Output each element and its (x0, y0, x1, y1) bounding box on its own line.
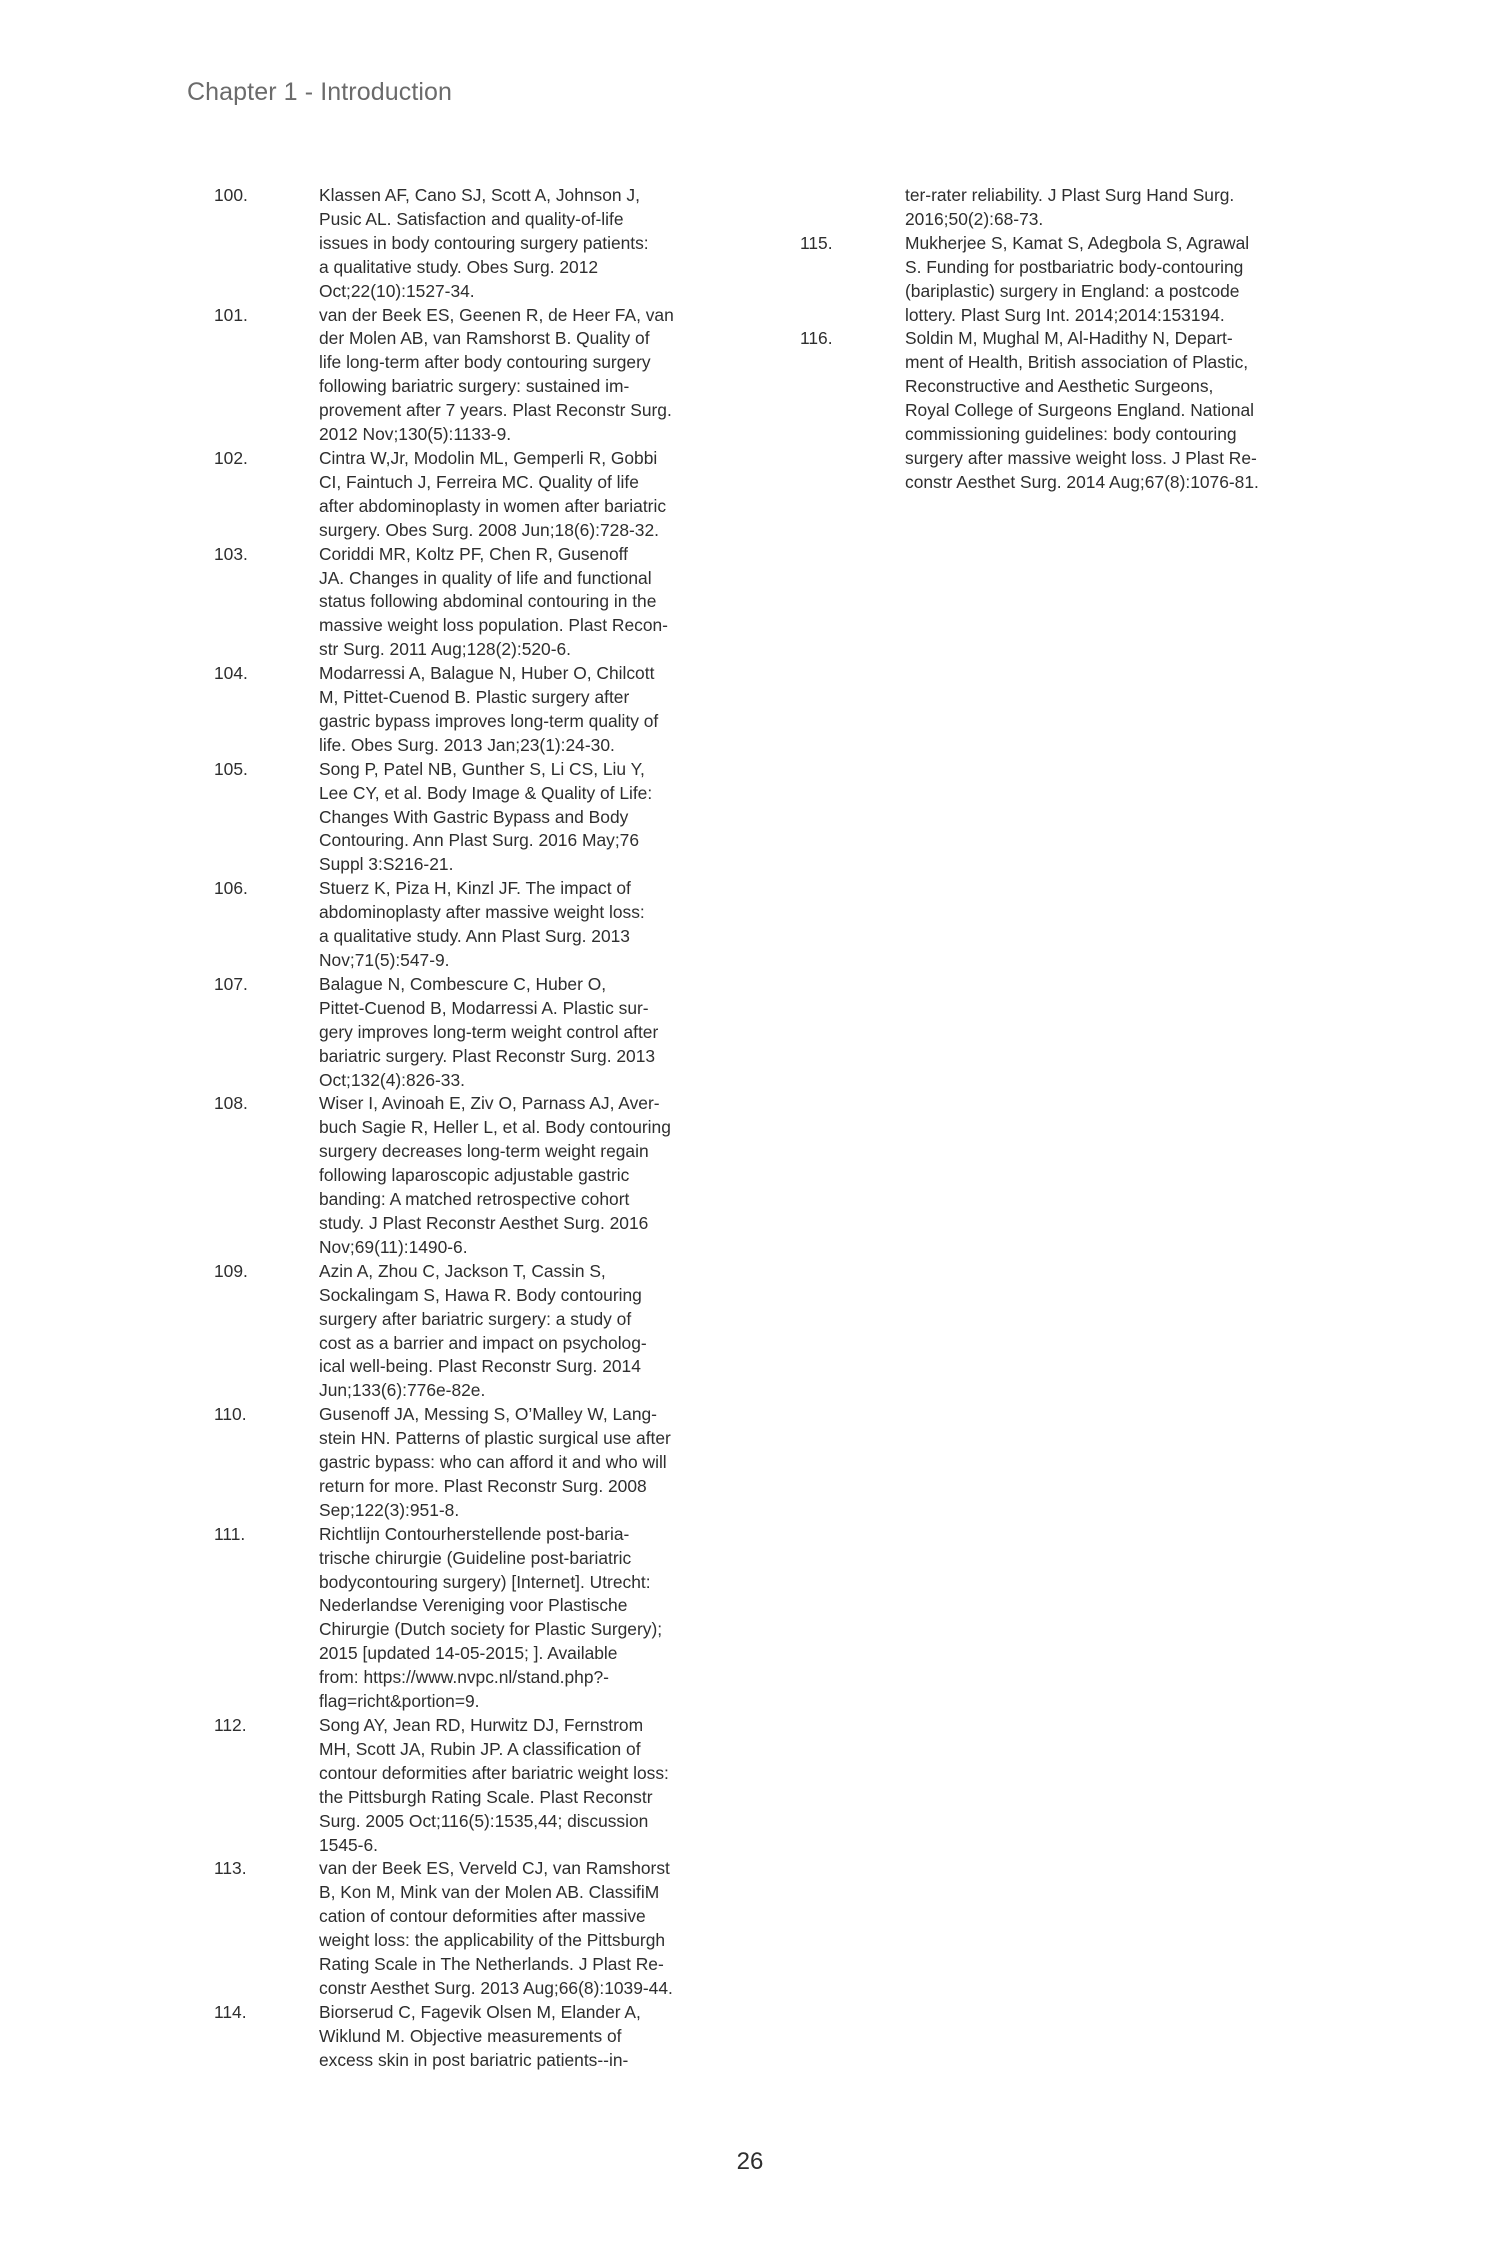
reference-item (214, 304, 774, 447)
reference-text: Coriddi MR, Koltz PF, Chen R, Gusenoff JA. Changes in quality of life and functional status following abdominal contouring in the massive weight loss population. Plast Recon- str Surg. 2011 Aug;128(2):520-6. (319, 543, 668, 660)
reference-number: 107. (214, 973, 248, 994)
reference-item (214, 1714, 774, 1857)
reference-list-right (800, 184, 1360, 495)
reference-number: 100. (214, 185, 248, 205)
reference-item (214, 1403, 774, 1523)
reference-number: 116. (800, 328, 833, 349)
reference-item (214, 662, 774, 758)
reference-list-left (214, 184, 774, 2073)
reference-number: 105. (214, 758, 248, 779)
reference-text: Mukherjee S, Kamat S, Adegbola S, Agrawal S. Funding for postbariatric body-contouring (bariplastic) surgery in England: a postcode lottery. Plast Surg Int. 2014;2014:153194. (905, 232, 1250, 325)
reference-number: 101. (214, 304, 248, 325)
running-header: Chapter 1 - Introduction (187, 78, 453, 106)
reference-number: 108. (214, 1093, 248, 1114)
reference-number: 111. (214, 1523, 246, 1544)
reference-item (214, 758, 774, 878)
reference-continuation (800, 184, 1360, 232)
reference-item (800, 232, 1360, 328)
reference-item (214, 1523, 774, 1714)
reference-item (214, 973, 774, 1093)
reference-number: 102. (214, 447, 248, 468)
page-number: 26 (736, 2148, 764, 2175)
reference-number: 112. (214, 1715, 247, 1735)
reference-text: van der Beek ES, Geenen R, de Heer FA, van der Molen AB, van Ramshorst B. Quality of life long-term after body contouring surgery following bariatric surgery: sustained im- provement after 7 years. Plast Reconstr Surg. 2012 Nov;130(5):1133-9. (319, 304, 674, 445)
reference-text: Gusenoff JA, Messing S, O’Malley W, Lang- stein HN. Patterns of plastic surgical use after gastric bypass: who can afford it and who will return for more. Plast Reconstr Surg. 2008 Sep;122(3):951-8. (319, 1404, 671, 1520)
reference-text: Biorserud C, Fagevik Olsen M, Elander A, Wiklund M. Objective measurements of excess skin in post bariatric patients--in- (319, 2001, 641, 2070)
reference-text: Wiser I, Avinoah E, Ziv O, Parnass AJ, Aver- buch Sagie R, Heller L, et al. Body contouring surgery decreases long-term weight regain following laparoscopic adjustable gastric banding: A matched retrospective cohort study. J Plast Reconstr Aesthet Surg. 2016 Nov;69(11):1490-6. (319, 1093, 671, 1257)
reference-text: Cintra W,Jr, Modolin ML, Gemperli R, Gobbi CI, Faintuch J, Ferreira MC. Quality of life after abdominoplasty in women after bariatric surgery. Obes Surg. 2008 Jun;18(6):728-32. (319, 447, 667, 540)
reference-item (214, 447, 774, 543)
reference-number: 109. (214, 1260, 248, 1281)
reference-text: Azin A, Zhou C, Jackson T, Cassin S, Sockalingam S, Hawa R. Body contouring surgery after bariatric surgery: a study of cost as a barrier and impact on psycholog- ical well-being. Plast Reconstr Surg. 2014 Jun;133(6):776e-82e. (319, 1260, 647, 1401)
reference-item (800, 327, 1360, 494)
reference-item (214, 184, 774, 304)
reference-text: Balague N, Combescure C, Huber O, Pittet-Cuenod B, Modarressi A. Plastic sur- gery improves long-term weight control after bariatric surgery. Plast Reconstr Surg. 2013 Oct;132(4):826-33. (319, 973, 659, 1090)
reference-text: ter-rater reliability. J Plast Surg Hand Surg. 2016;50(2):68-73. (905, 185, 1235, 229)
reference-text: Modarressi A, Balague N, Huber O, Chilcott M, Pittet-Cuenod B. Plastic surgery after gastric bypass improves long-term quality of life. Obes Surg. 2013 Jan;23(1):24-30. (319, 663, 659, 755)
reference-text: Richtlijn Contourherstellende post-baria- trische chirurgie (Guideline post-bariatric bodycontouring surgery) [Internet]. Utrecht: Nederlandse Vereniging voor Plastische Chirurgie (Dutch society for Plastic Surgery); 2015 [updated 14-05-2015; ]. Available from: https://www.nvpc.nl/stand.php?- flag=richt&portion=9. (319, 1523, 663, 1712)
reference-number: 110. (214, 1404, 247, 1425)
reference-number: 115. (800, 232, 833, 253)
reference-text: Song P, Patel NB, Gunther S, Li CS, Liu Y, Lee CY, et al. Body Image & Quality of Life: Changes With Gastric Bypass and Body Contouring. Ann Plast Surg. 2016 May;76 Suppl 3:S216-21. (319, 758, 653, 875)
reference-text: van der Beek ES, Verveld CJ, van Ramshorst B, Kon M, Mink van der Molen AB. ClassifiM cation of contour deformities after massive weight loss: the applicability of the Pittsburgh Rating Scale in The Netherlands. J Plast Re- constr Aesthet Surg. 2013 Aug;66(8):1039-44. (319, 1858, 673, 1998)
reference-item (214, 1260, 774, 1403)
reference-item (214, 2001, 774, 2073)
reference-number: 113. (214, 1858, 247, 1879)
reference-item (214, 877, 774, 973)
reference-text: Klassen AF, Cano SJ, Scott A, Johnson J, Pusic AL. Satisfaction and quality-of-life issues in body contouring surgery patients: a qualitative study. Obes Surg. 2012 Oct;22(10):1527-34. (319, 185, 649, 301)
reference-number: 104. (214, 663, 248, 684)
reference-item (214, 1092, 774, 1259)
reference-text: Stuerz K, Piza H, Kinzl JF. The impact of abdominoplasty after massive weight loss: a qualitative study. Ann Plast Surg. 2013 Nov;71(5):547-9. (319, 878, 645, 970)
reference-text: Soldin M, Mughal M, Al-Hadithy N, Depart- ment of Health, British association of Plastic, Reconstructive and Aesthetic Surgeons, Royal College of Surgeons England. National commissioning guidelines: body contouring surgery after massive weight loss. J Plast Re- constr Aesthet Surg. 2014 Aug;67(8):1076-81. (905, 328, 1259, 492)
reference-text: Song AY, Jean RD, Hurwitz DJ, Fernstrom MH, Scott JA, Rubin JP. A classification of contour deformities after bariatric weight loss: the Pittsburgh Rating Scale. Plast Reconstr Surg. 2005 Oct;116(5):1535,44; discussion 1545-6. (319, 1715, 669, 1855)
reference-number: 103. (214, 543, 248, 564)
reference-item (214, 1857, 774, 2000)
reference-number: 114. (214, 2001, 247, 2022)
reference-number: 106. (214, 878, 248, 899)
reference-item (214, 543, 774, 663)
